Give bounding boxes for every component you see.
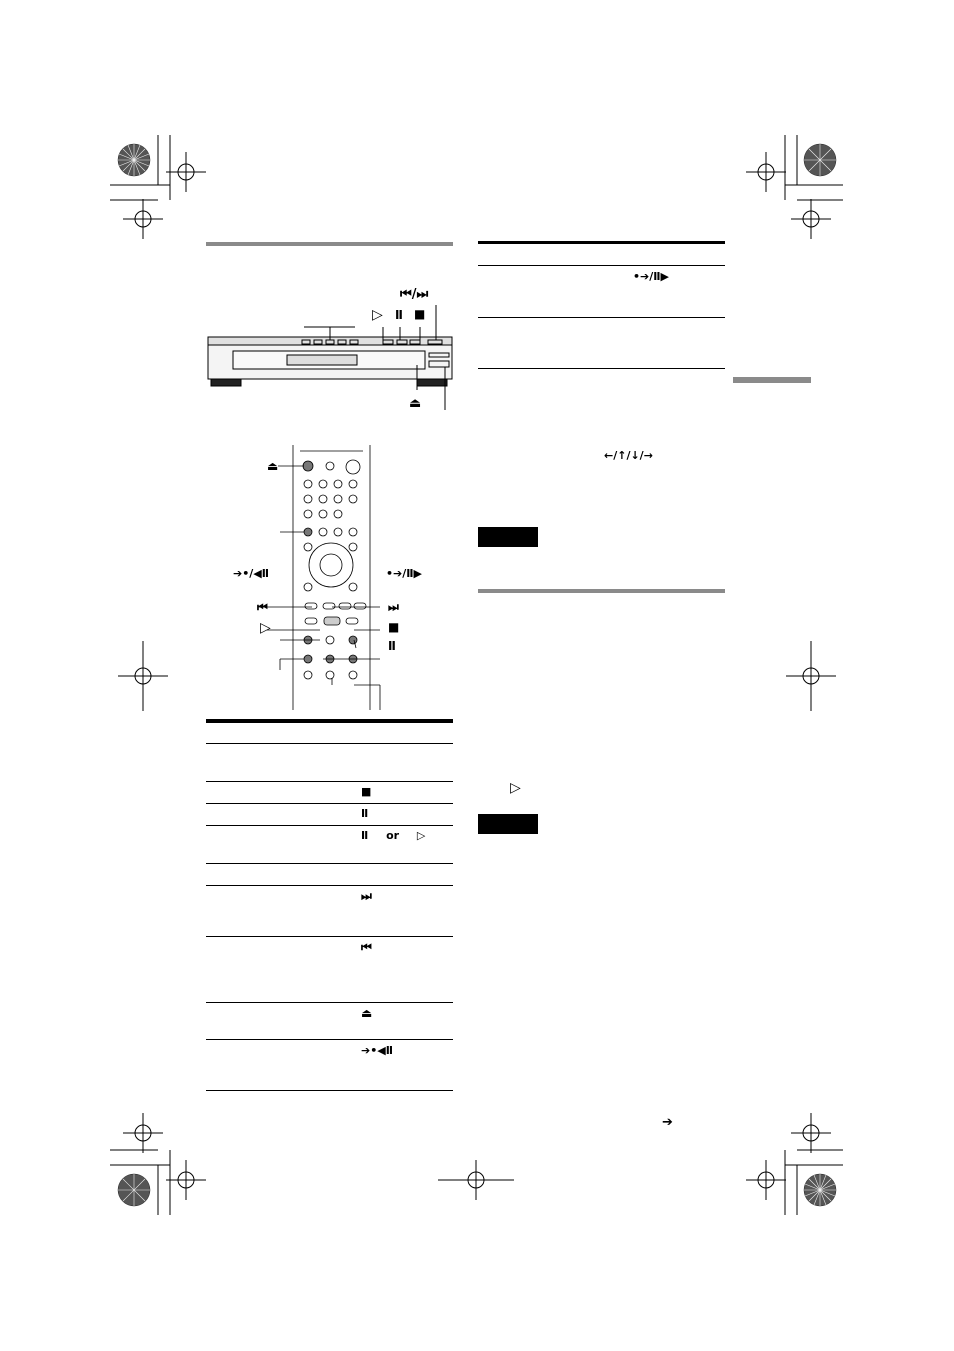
left-table-row-rule	[206, 781, 453, 782]
remote-slow-fwd-label: •➔/Ⅱ▶	[386, 567, 422, 580]
remote-stop-label: ■	[388, 620, 400, 634]
remote-eject-label: ⏏	[267, 459, 279, 473]
remote-slow-back-label: ➔•/◀Ⅱ	[233, 567, 269, 580]
left-table-row-rule	[206, 863, 453, 864]
left-table-row-rule	[206, 936, 453, 937]
eject-label: ⏏	[409, 396, 422, 411]
cursor-arrows-symbol: ←/↑/↓/→	[604, 449, 653, 462]
right-table-bottom-rule	[478, 368, 725, 369]
table-symbol-next: ⏭	[361, 889, 372, 903]
left-section-rule	[206, 242, 453, 246]
remote-play-label: ▷	[260, 620, 271, 636]
pause-label: Ⅱ	[395, 308, 403, 322]
prev-next-label: ⏮/⏭	[400, 287, 429, 302]
table-symbol-pause-or-play: Ⅱ or ▷	[361, 829, 426, 842]
remote-prev-label: ⏮	[257, 600, 268, 614]
instruction-play-symbol: ▷	[510, 780, 521, 796]
left-table-row-rule	[206, 1002, 453, 1003]
side-tab-marker	[733, 377, 811, 383]
remote-pause-label: Ⅱ	[388, 639, 396, 653]
left-table-row-rule	[206, 743, 453, 744]
continued-arrow-icon: ➔	[662, 1115, 673, 1130]
left-table-row-rule	[206, 825, 453, 826]
left-table-row-rule	[206, 803, 453, 804]
table-symbol-eject: ⏏	[361, 1006, 373, 1020]
right-table-row-rule	[478, 317, 725, 318]
right-section-rule	[478, 589, 725, 593]
play-label: ▷	[372, 307, 383, 323]
note-badge-2	[478, 814, 538, 834]
table-symbol-stop: ■	[361, 785, 372, 798]
left-table-top-rule	[206, 719, 453, 723]
note-badge	[478, 527, 538, 547]
right-table-slow-fwd-symbol: •➔/Ⅱ▶	[633, 270, 669, 283]
left-table-bottom-rule	[206, 1090, 453, 1091]
remote-next-label: ⏭	[388, 600, 399, 614]
table-symbol-slow-back: ➔•◀Ⅱ	[361, 1044, 393, 1057]
right-table-top-rule	[478, 241, 725, 244]
table-symbol-pause: Ⅱ	[361, 807, 369, 820]
left-table-row-rule	[206, 885, 453, 886]
stop-label: ■	[414, 307, 426, 321]
left-table-row-rule	[206, 1039, 453, 1040]
right-table-row-rule	[478, 265, 725, 266]
table-symbol-prev: ⏮	[361, 940, 372, 954]
